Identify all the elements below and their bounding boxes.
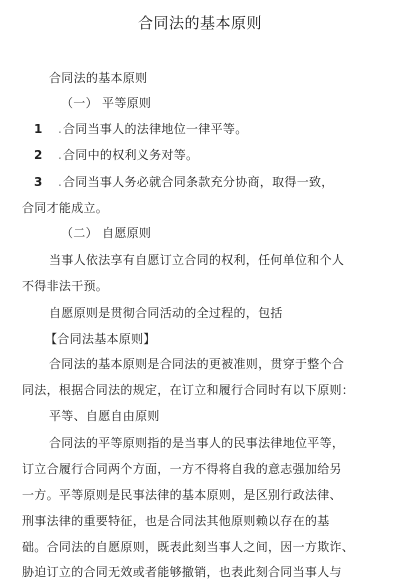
list-item-2: 合同中的权利义务对等。	[63, 148, 199, 162]
paragraph-subheading: 平等、自愿自由原则	[49, 409, 160, 423]
paragraph-line: 合同法的平等原则指的是当事人的民事法律地位平等，	[49, 436, 345, 450]
list-dot-2: .	[58, 148, 63, 162]
paragraph-line: 同法，根据合同法的规定，在订立和履行合同时有以下原则：	[22, 383, 355, 397]
list-dot-1: .	[58, 122, 63, 136]
paragraph-line: 刑事法律的重要特征，也是合同法其他原则赖以存在的基	[22, 514, 330, 528]
paragraph-line: 订立合履行合同两个方面，一方不得将自我的意志强加给另	[22, 462, 342, 476]
list-number-2: 2	[34, 148, 43, 162]
paragraph-line: 自愿原则是贯彻合同活动的全过程的，包括	[49, 306, 283, 320]
paragraph-line: 当事人依法享有自愿订立合同的权利，任何单位和个人	[49, 253, 345, 267]
section-heading: 合同法的基本原则	[49, 71, 148, 85]
paragraph-line: 础。合同法的自愿原则，既表此刻当事人之间，因一方欺诈、	[22, 540, 355, 554]
document-title: 合同法的基本原则	[137, 14, 262, 32]
list-dot-3: .	[58, 175, 63, 189]
subsection-heading-equality: （一） 平等原则	[61, 96, 152, 110]
list-item-1: 合同当事人的法律地位一律平等。	[63, 122, 248, 136]
paragraph-line: 一方。平等原则是民事法律的基本原则，是区别行政法律、	[22, 488, 342, 502]
list-item-3-continued: 合同才能成立。	[22, 201, 109, 215]
list-number-1: 1	[34, 122, 43, 136]
paragraph-line: 合同法的基本原则是合同法的更被准则，贯穿于整个合	[49, 357, 345, 371]
subsection-heading-voluntary: （二） 自愿原则	[61, 226, 152, 240]
list-number-3: 3	[34, 175, 43, 189]
bracket-heading: 【合同法基本原则】	[45, 332, 156, 346]
list-item-3: 合同当事人务必就合同条款充分协商，取得一致，	[63, 175, 334, 189]
paragraph-line: 胁迫订立的合同无效或者能够撤销，也表此刻合同当事人与	[22, 565, 342, 579]
paragraph-line: 不得非法干预。	[22, 279, 109, 293]
